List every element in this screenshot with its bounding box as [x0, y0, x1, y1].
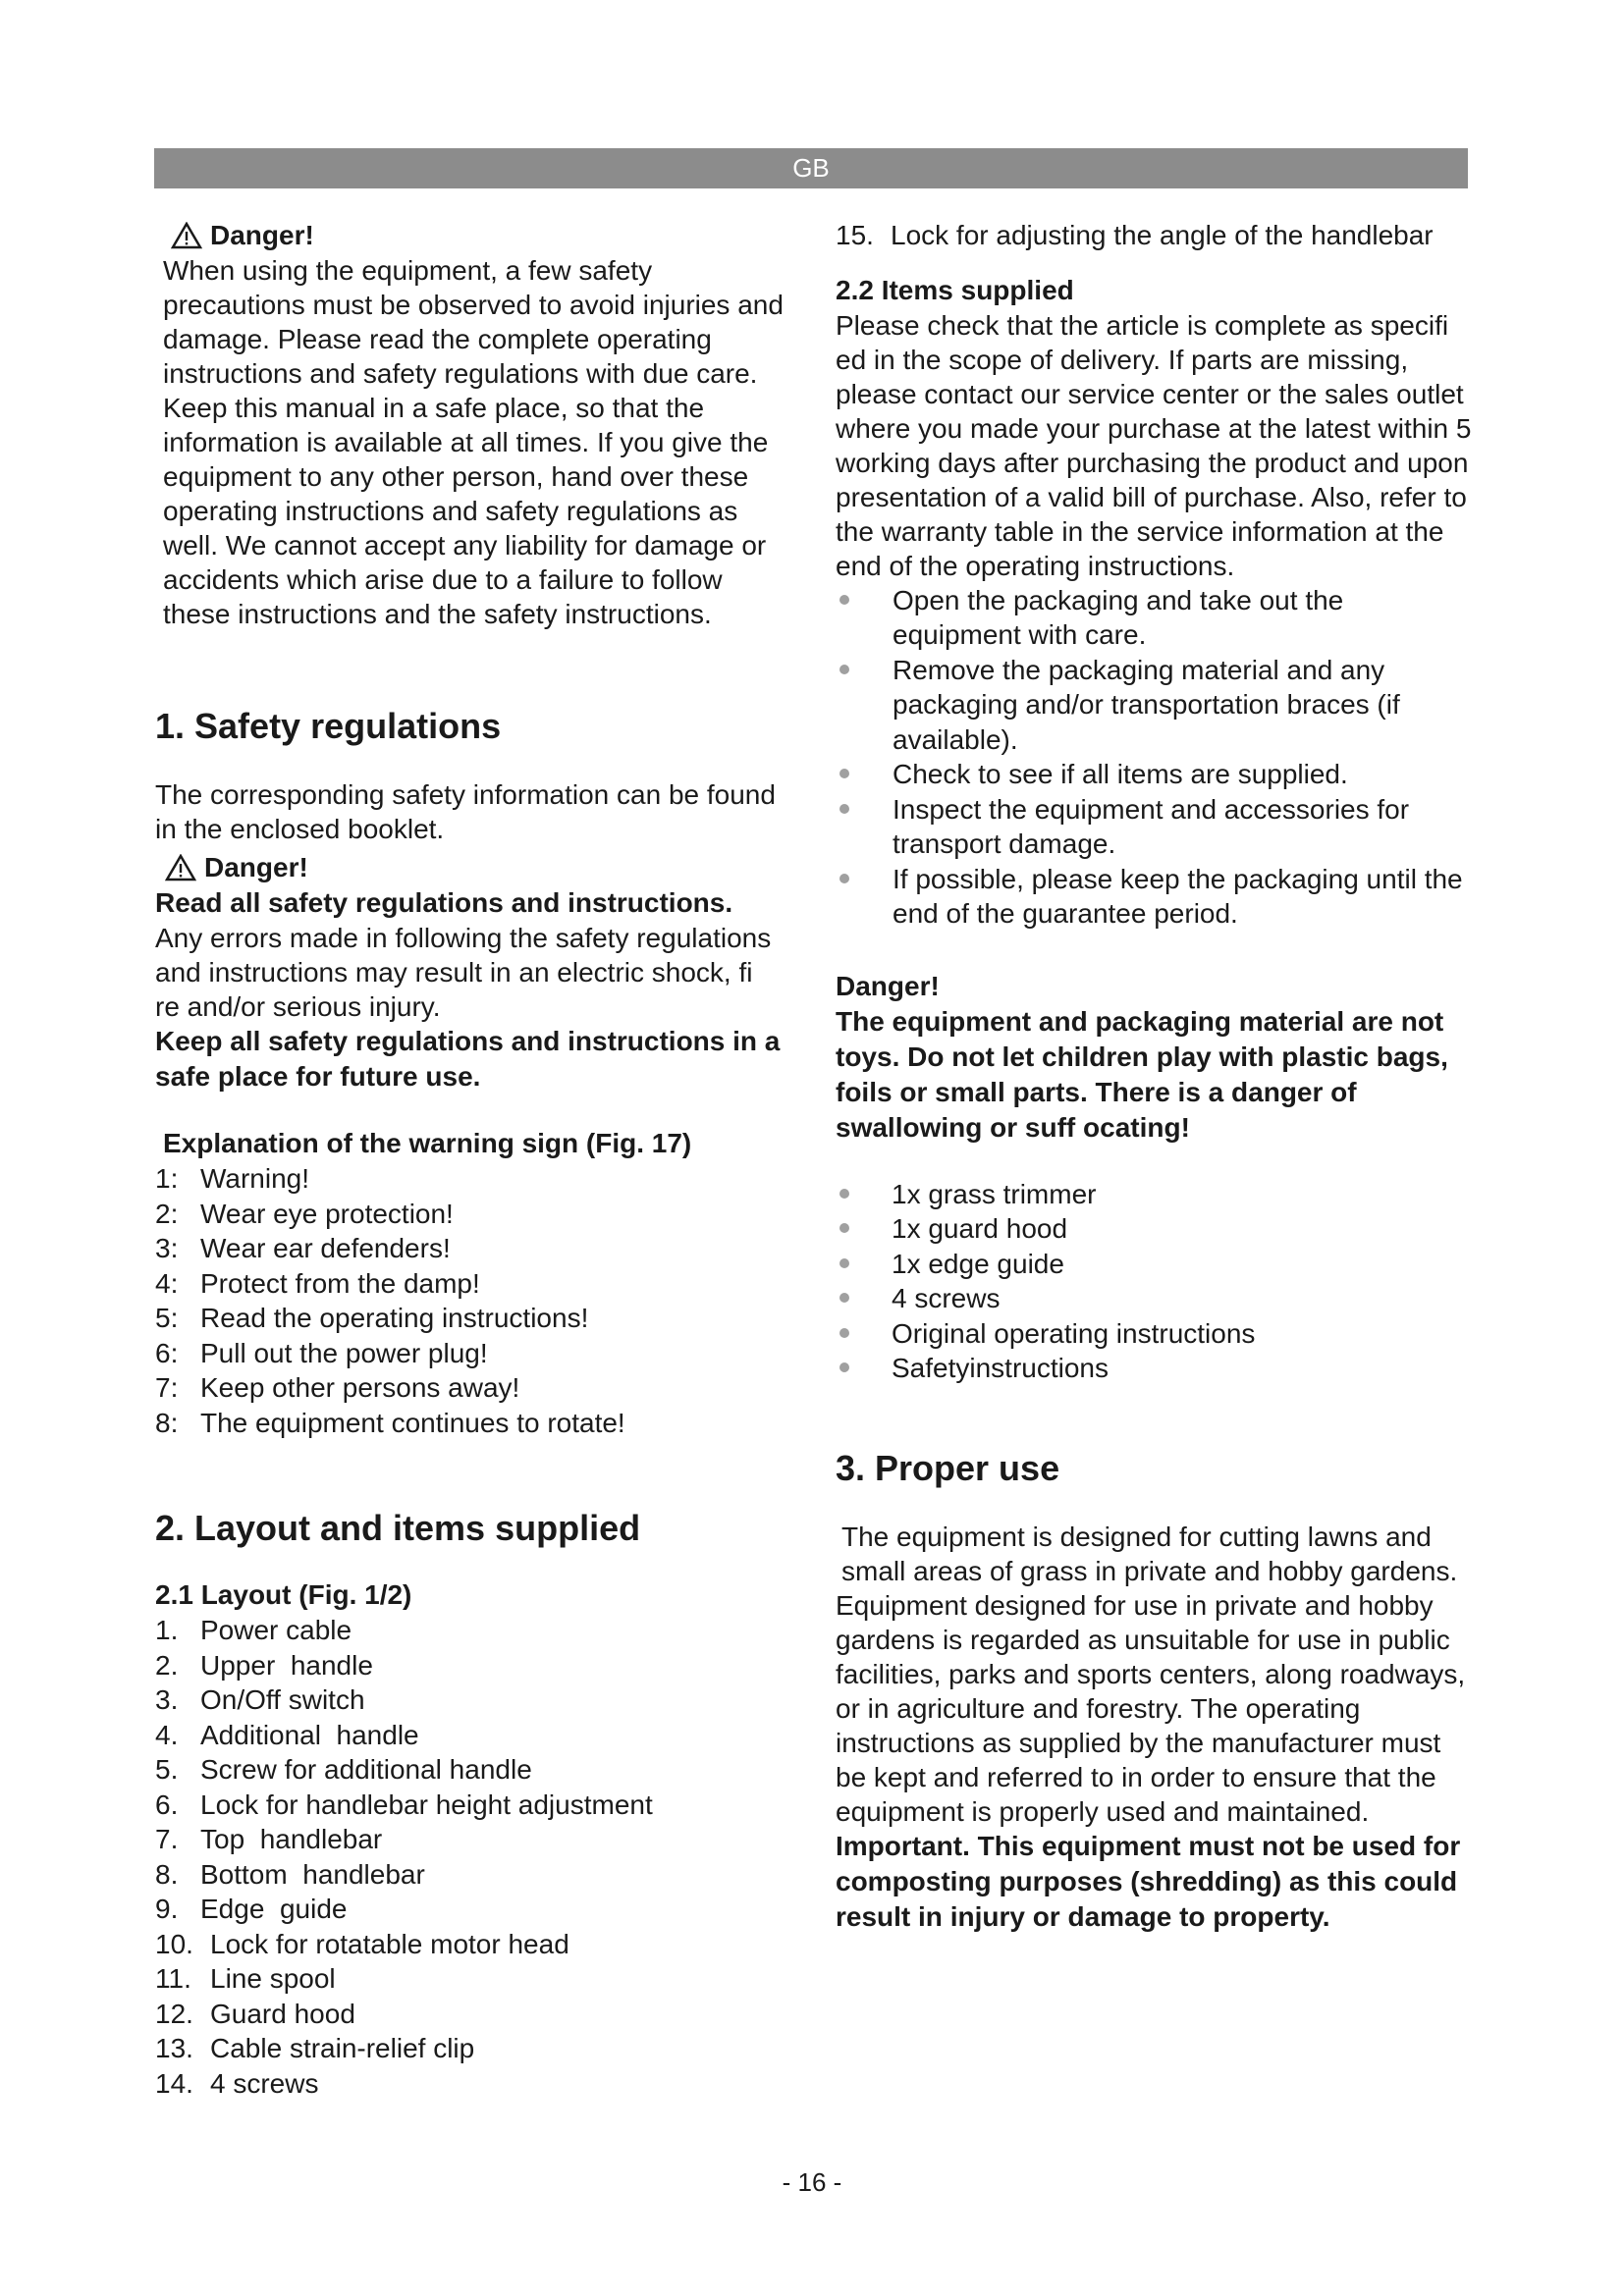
list-item-text: Wear ear defenders!: [200, 1233, 451, 1263]
list-item-number: 5:: [155, 1303, 179, 1333]
read-all-regulations: Read all safety regulations and instructions.: [155, 887, 733, 918]
list-item-number: 14.: [155, 2067, 193, 2099]
bullet-dot-icon: [839, 595, 849, 605]
list-item-number: 8.: [155, 1858, 179, 1890]
danger-heading-3: Danger!: [836, 970, 940, 1001]
bullet-dot-icon: [839, 1189, 849, 1199]
bullet-dot-icon: [839, 1293, 849, 1303]
list-item-text: Original operating instructions: [892, 1317, 1256, 1349]
right-column: [836, 218, 1472, 1935]
list-item: [155, 1752, 784, 1788]
list-item-text: Top handlebar: [200, 1824, 383, 1854]
items-supplied-text: Please check that the article is complete as specifi ed in the scope of delivery. If parts are missing, please contact our service center or the sales outlet where you made your purchase at the latest within 5 working days after purchasing the product and upon presentation of a valid bill of purchase. Also, refer to the warranty table in the service information at the end of the operating instructions.: [836, 309, 1472, 581]
list-item-number: 13.: [155, 2033, 193, 2063]
list-item-text: Line spool: [210, 1963, 336, 1994]
warning-sign-title: Explanation of the warning sign (Fig. 17): [163, 1128, 692, 1158]
list-item-text: Bottom handlebar: [200, 1858, 425, 1890]
list-item: [155, 1301, 784, 1336]
layout-title: 2.1 Layout (Fig. 1/2): [155, 1579, 412, 1610]
list-item-number: 6.: [155, 1789, 179, 1820]
list-item: [155, 1613, 784, 1648]
list-item: [155, 1370, 784, 1406]
bullet-dot-icon: [839, 1258, 849, 1268]
list-item: [155, 1161, 784, 1197]
list-item-text: 1x edge guide: [892, 1248, 1064, 1279]
list-item-text: Upper handle: [200, 1649, 373, 1681]
bullet-dot-icon: [839, 769, 849, 778]
list-item-text: Edge guide: [200, 1894, 348, 1924]
list-item-number: 8:: [155, 1407, 179, 1438]
list-item-number: 9.: [155, 1894, 179, 1924]
list-item: [836, 583, 1472, 653]
left-column: [155, 218, 784, 2101]
keep-regulations: Keep all safety regulations and instructions in a safe place for future use.: [155, 1026, 781, 1092]
list-item: [155, 1822, 784, 1857]
list-item-number: 10.: [155, 1928, 193, 1959]
layout-list-continued: [836, 218, 1472, 253]
language-code: GB: [792, 153, 830, 183]
list-item-text: 4 screws: [892, 1283, 1001, 1313]
language-header-bar: [154, 148, 1468, 188]
section-1-text: The corresponding safety information can be found in the enclosed booklet.: [155, 779, 776, 844]
list-item-text: Additional handle: [200, 1719, 419, 1750]
list-item-number: 3:: [155, 1233, 179, 1263]
intro-paragraph: When using the equipment, a few safety precautions must be observed to avoid injuries and damage. Please read the complete operating instructions and safety regulations with due care. Keep this manual in a safe place, so that the information is available at all times. If you give the equipment to any other person, hand over these operating instructions and safety regulations as well. We cannot accept any liability for damage or accidents which arise due to a failure to follow these instructions and the safety instructions.: [163, 255, 784, 629]
list-item-text: Pull out the power plug!: [200, 1337, 488, 1368]
warning-triangle-icon: [165, 854, 196, 881]
list-item-text: Check to see if all items are supplied.: [893, 759, 1348, 789]
list-item: [836, 218, 1472, 253]
bullet-dot-icon: [839, 804, 849, 814]
list-item-text: Lock for handlebar height adjustment: [200, 1789, 653, 1820]
list-item-text: Guard hood: [210, 1998, 355, 2029]
list-item-number: 3.: [155, 1684, 179, 1715]
list-item-number: 5.: [155, 1754, 179, 1785]
danger-toys-warning: The equipment and packaging material are not toys. Do not let children play with plastic bags, foils or small parts. There is a danger of swallowing or suff ocating!: [836, 1005, 1448, 1143]
list-item-text: Keep other persons away!: [200, 1372, 520, 1403]
list-item: [836, 757, 1472, 792]
bullet-dot-icon: [839, 1328, 849, 1338]
list-item-number: 1.: [155, 1615, 179, 1645]
errors-paragraph: Any errors made in following the safety regulations and instructions may result in an electric shock, fi re and/or serious injury.: [155, 923, 772, 1022]
unpacking-steps-list: [836, 583, 1472, 932]
list-item: [836, 1177, 1472, 1212]
section-3-title: 3. Proper use: [836, 1447, 1060, 1488]
list-item: [155, 1406, 784, 1441]
list-item-text: Protect from the damp!: [200, 1267, 480, 1299]
section-2-title: 2. Layout and items supplied: [155, 1508, 641, 1548]
supplied-items-list: [836, 1177, 1472, 1386]
list-item-number: 2.: [155, 1649, 179, 1681]
list-item-text: Read the operating instructions!: [200, 1303, 589, 1333]
bullet-dot-icon: [839, 874, 849, 883]
list-item-text: Inspect the equipment and accessories for transport damage.: [893, 793, 1410, 859]
list-item: [836, 862, 1472, 932]
list-item: [155, 1857, 784, 1893]
list-item: [155, 1718, 784, 1753]
bullet-dot-icon: [839, 1223, 849, 1233]
list-item: [836, 1211, 1472, 1247]
list-item-number: 1:: [155, 1163, 179, 1194]
list-item: [836, 1316, 1472, 1352]
items-supplied-title: 2.2 Items supplied: [836, 274, 1074, 305]
list-item-text: Warning!: [200, 1163, 310, 1194]
list-item: [155, 2066, 784, 2102]
list-item-text: The equipment continues to rotate!: [200, 1407, 625, 1438]
list-item-number: 4:: [155, 1267, 179, 1299]
list-item-text: Lock for adjusting the angle of the handlebar: [891, 220, 1434, 250]
important-notice: Important. This equipment must not be used for composting purposes (shredding) as this could result in injury or damage to property.: [836, 1830, 1461, 1932]
list-item: [155, 1892, 784, 1927]
list-item-text: 1x guard hood: [892, 1213, 1068, 1244]
proper-use-text-2: Equipment designed for use in private and hobby gardens is regarded as unsuitable for use in public facilities, parks and sports centers, along roadways, or in agriculture and forestry. The operating instructions as supplied by the manufacturer must be kept and referred to in order to ensure that the equipment is properly used and maintained.: [836, 1589, 1466, 1827]
list-item-text: Screw for additional handle: [200, 1754, 532, 1785]
list-item-number: 15.: [836, 220, 874, 250]
list-item-number: 7.: [155, 1824, 179, 1854]
list-item-text: Wear eye protection!: [200, 1198, 454, 1229]
list-item-text: 4 screws: [210, 2067, 319, 2099]
list-item-text: If possible, please keep the packaging until the end of the guarantee period.: [893, 863, 1463, 929]
list-item: [836, 653, 1472, 758]
list-item-text: Power cable: [200, 1615, 352, 1645]
danger-heading: [171, 218, 784, 253]
list-item: [155, 1927, 784, 1962]
list-item: [155, 1648, 784, 1683]
list-item: [155, 1961, 784, 1997]
layout-list: [155, 1613, 784, 2101]
list-item: [836, 1351, 1472, 1386]
list-item-text: Lock for rotatable motor head: [210, 1928, 569, 1959]
section-1-title: 1. Safety regulations: [155, 706, 502, 746]
list-item-number: 7:: [155, 1372, 179, 1403]
list-item-text: On/Off switch: [200, 1684, 365, 1715]
list-item: [836, 1247, 1472, 1282]
proper-use-text-1: The equipment is designed for cutting lawns and small areas of grass in private and hobby gardens.: [841, 1521, 1458, 1586]
danger-heading-text: Danger!: [210, 220, 314, 250]
list-item: [836, 792, 1472, 862]
list-item-number: 11.: [155, 1963, 191, 1994]
list-item: [155, 2031, 784, 2066]
page-number: - 16 -: [782, 2167, 842, 2197]
danger-heading-2: [165, 850, 784, 885]
list-item-text: Open the packaging and take out the equipment with care.: [893, 584, 1344, 650]
list-item-number: 6:: [155, 1337, 179, 1368]
list-item-text: Safetyinstructions: [892, 1353, 1109, 1383]
list-item-text: 1x grass trimmer: [892, 1178, 1097, 1209]
bullet-dot-icon: [839, 1362, 849, 1372]
list-item-number: 2:: [155, 1198, 179, 1229]
list-item: [155, 1266, 784, 1302]
danger-heading-text: Danger!: [204, 852, 308, 882]
list-item: [155, 1197, 784, 1232]
list-item: [155, 1231, 784, 1266]
list-item-text: Cable strain-relief clip: [210, 2033, 475, 2063]
list-item-number: 12.: [155, 1998, 193, 2029]
list-item: [155, 1997, 784, 2032]
list-item: [155, 1682, 784, 1718]
list-item-text: Remove the packaging material and any packaging and/or transportation braces (if available).: [893, 654, 1400, 755]
list-item-number: 4.: [155, 1719, 179, 1750]
list-item: [155, 1336, 784, 1371]
list-item: [836, 1281, 1472, 1316]
list-item: [155, 1788, 784, 1823]
warning-triangle-icon: [171, 222, 202, 249]
bullet-dot-icon: [839, 665, 849, 674]
warning-sign-list: [155, 1161, 784, 1440]
